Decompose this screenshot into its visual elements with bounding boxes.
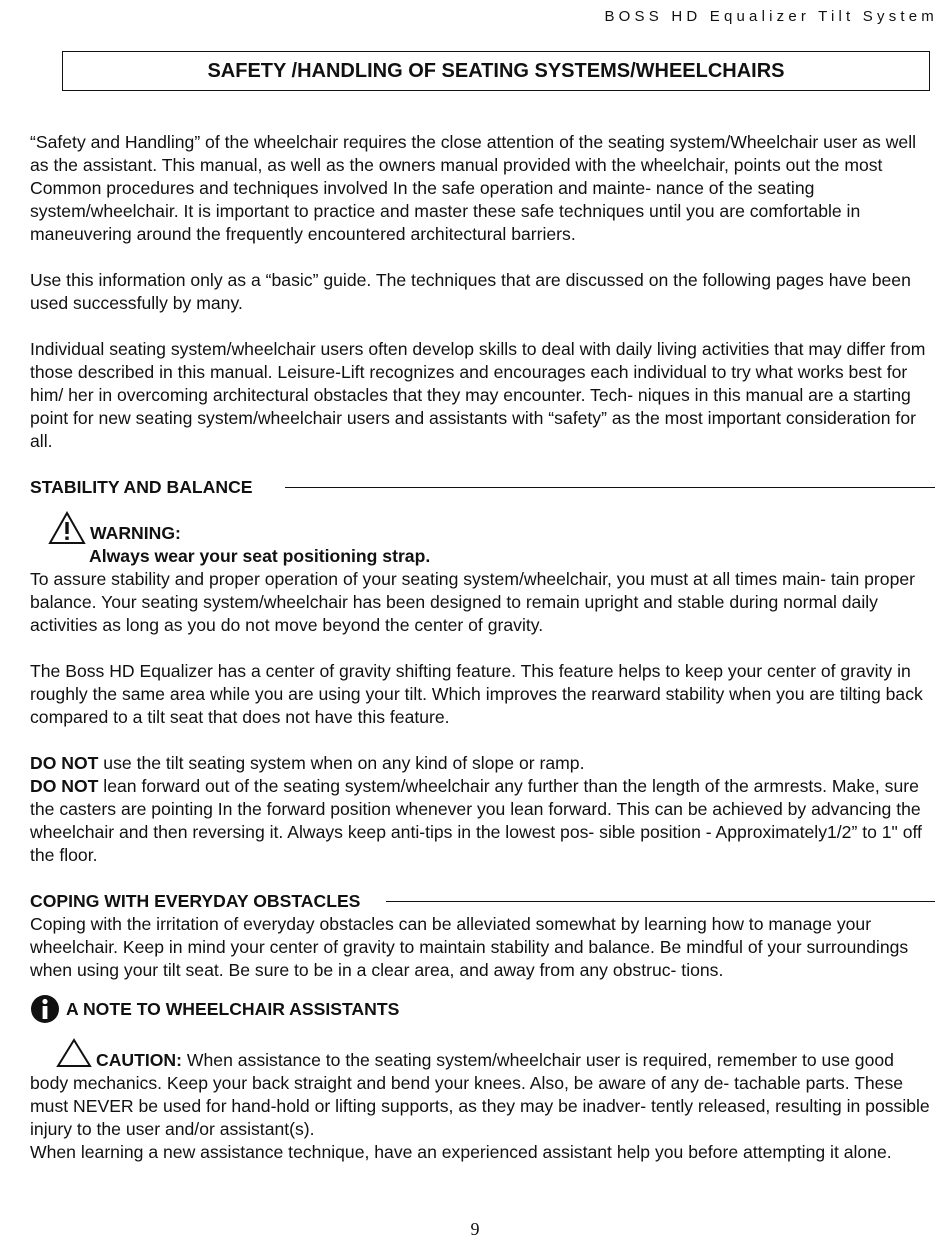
intro-paragraph-2: Use this information only as a “basic” guide. The techniques that are discussed on the following pages have been used successfully by many. <box>30 270 911 313</box>
do-not-lean <box>30 775 935 867</box>
page-title: SAFETY /HANDLING OF SEATING SYSTEMS/WHEELCHAIRS <box>62 51 930 91</box>
intro-paragraph-1: “Safety and Handling” of the wheelchair requires the close attention of the seating system/Wheelchair user as well as the assistant. This manual, as well as the owners manual provided with the wheelchair, points out the most Common procedures and techniques involved In the safe operation and mainte- nance of the seating system/wheelchair. It is important to practice and master these safe techniques until you are comfortable in maneuvering around the frequently encountered architectural barriers. <box>30 132 917 244</box>
caution-triangle-icon <box>56 1038 92 1068</box>
caution-paragraph <box>30 1038 935 1141</box>
assistants-heading: A NOTE TO WHEELCHAIR ASSISTANTS <box>66 998 400 1019</box>
page-number: 9 <box>470 1219 480 1239</box>
section-divider <box>386 901 935 902</box>
stability-paragraph-2: The Boss HD Equalizer has a center of gravity shifting feature. This feature helps to keep your center of gravity in roughly the same area while you are using your tilt. Which improves the rearward stability when you are tilting back compared to a tilt seat that does not have this feature. <box>30 661 923 727</box>
warning-block <box>30 511 935 545</box>
section-divider <box>285 487 935 488</box>
do-not-slope-text: use the tilt seating system when on any kind of slope or ramp. <box>98 753 585 773</box>
info-icon <box>30 994 60 1024</box>
stability-heading-row <box>30 476 935 499</box>
do-not-label: DO NOT <box>30 753 99 773</box>
do-not-lean-text: lean forward out of the seating system/wheelchair any further than the length of the armrests. Make, sure the casters are pointing In the forward position whenever you lean forward. This can be achieved by advancing the wheelchair and then reversing it. Always keep anti-tips in the lowest pos- sible position - Approximately1/2” to 1" off the floor. <box>30 776 922 865</box>
stability-heading: STABILITY AND BALANCE <box>30 477 253 497</box>
assistants-final-paragraph: When learning a new assistance technique, have an experienced assistant help you before attempting it alone. <box>30 1142 892 1162</box>
stability-paragraph-1: To assure stability and proper operation of your seating system/wheelchair, you must at all times main- tain proper balance. Your seating system/wheelchair has been designed to remain upright and stable during normal daily activities as long as you do not move beyond the center of gravity. <box>30 569 916 635</box>
intro-paragraph-3: Individual seating system/wheelchair users often develop skills to deal with daily living activities that may differ from those described in this manual. Leisure-Lift recognizes and encourages each individual to try what works best for him/ her in overcoming architectural obstacles that they may encounter. Tech- niques in this manual are a starting point for new seating system/wheelchair users and assistants with “safety” as the most important consideration for all. <box>30 339 926 451</box>
do-not-slope <box>30 752 935 775</box>
obstacles-heading: COPING WITH EVERYDAY OBSTACLES <box>30 891 361 911</box>
caution-label: CAUTION: <box>96 1050 183 1070</box>
obstacles-paragraph: Coping with the irritation of everyday obstacles can be alleviated somewhat by learning how to manage your wheelchair. Keep in mind your center of gravity to maintain stability and balance. Be mindful of your surroundings when using your tilt seat. Be sure to be in a clear area, and away from any obstruc- tions. <box>30 914 909 980</box>
warning-text: Always wear your seat positioning strap. <box>89 546 431 566</box>
warning-triangle-icon <box>48 511 86 545</box>
warning-label: WARNING: <box>90 523 181 543</box>
caution-text: When assistance to the seating system/wheelchair user is required, remember to use good body mechanics. Keep your back straight and bend your knees. Also, be aware of any de- tachable parts. These must NEVER be used for hand-hold or lifting supports, as they may be inadver- tently released, resulting in possible injury to the user and/or assistant(s). <box>30 1050 930 1139</box>
running-header: BOSS HD Equalizer Tilt System <box>604 8 938 25</box>
assistants-heading-row <box>30 994 935 1024</box>
content <box>30 131 935 1164</box>
do-not-label: DO NOT <box>30 776 99 796</box>
obstacles-heading-row <box>30 890 935 913</box>
